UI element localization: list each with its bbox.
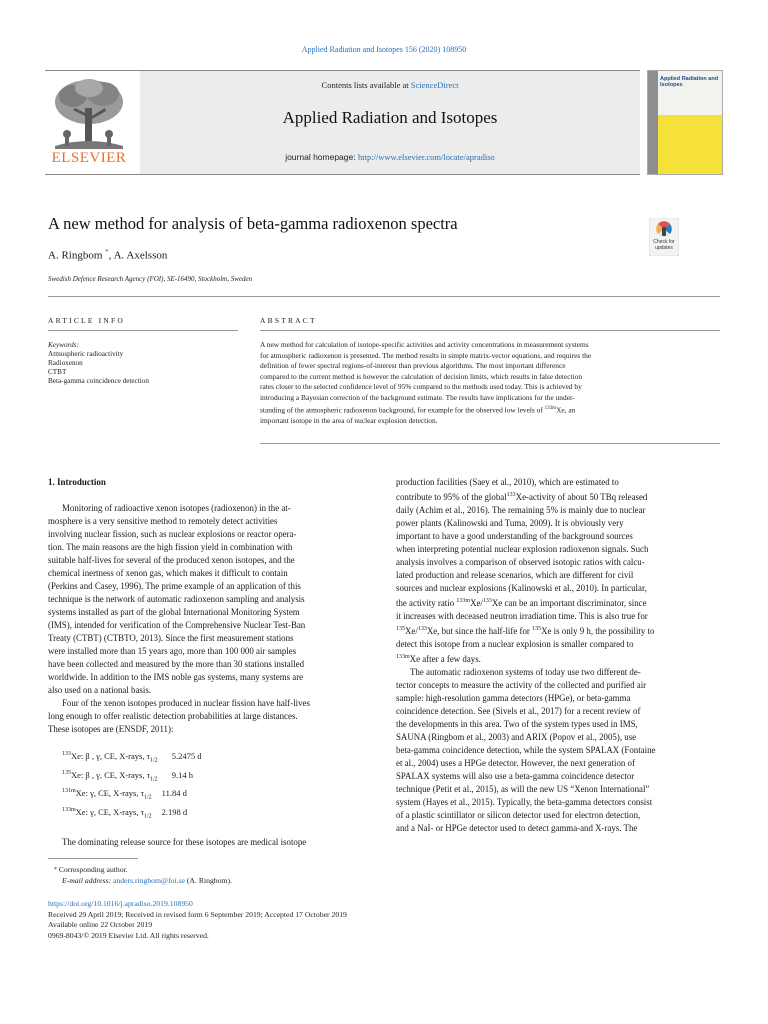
paragraph: Monitoring of radioactive xenon isotopes (radioxenon) in the at- mosphere is a very sensitive method to remotely detect activities involving nuclear fission, such as nuclear explosions or reactor opera- tion. The main reasons are the high fission yield in combination with suitable half-lives for several of the produced xenon isotopes, and the chemical inertness of xenon gas, which makes it difficult to contain (Perkins and Casey, 1996). The prime example of an application of this technique is the network of automatic radioxenon sampling and analysis systems installed as part of the global International Monitoring System (IMS), intended for verification of the Comprehensive Nuclear Test-Ban Treaty (CTBT) (CTBTO, 2013). Since the first measurement stations were installed more than 15 years ago, more than 100 000 air samples have been collected and measured by the more than 30 stations installed worldwide. In addition to the IMS noble gas systems, many systems are also used on a national basis. [48,503,306,695]
isotope-item: $^{131m}$Xe: γ, CE, X-rays, $\tau_{1/2}$ 11.84 d [62,787,187,801]
paragraph: The dominating release source for these isotopes are medical isotope [62,837,307,848]
journal-title: Applied Radiation and Isotopes [282,108,498,127]
article-title: A new method for analysis of beta-gamma radioxenon spectra [48,214,458,233]
author-list: A. Ringbom *, A. Axelsson [48,248,168,262]
keywords-label: Keywords: [48,341,79,349]
isotope-item: $^{133m}$Xe: γ, CE, X-rays, $\tau_{1/2}$ 2.198 d [62,806,188,820]
abstract-bottom-rule [260,443,720,444]
cover-side-bar [648,71,658,175]
footnote-rule [48,858,138,859]
section-divider [48,296,720,297]
paragraph: Four of the xenon isotopes produced in nuclear fission have half-lives long enough to offer realistic detection probabilities at large distances. These isotopes are (ENSDF, 2011): [48,698,310,734]
keyword-item: Atmospheric radioactivity [48,350,124,358]
keywords-block [48,341,149,386]
abstract-body: A new method for calculation of isotope-specific activities and activity concentrations in measurement systems for atmospheric radioxenon is presented. The method results in simple matrix-vector equations, and requires the definition of fewer spectral regions-of-interest than previous algorithms. The most important difference compared to the current method is however the calculation of decision limits, which results in false detection rates closer to the selected confidence level of 95% compared to the methods used today. This is achieved by introducing a Bayesian correction of the background estimate. The results have implications for the under- standing of the atmospheric radioxenon background, for example for the observed low levels of $^{133m}$Xe, an important isotope in the area of nuclear explosion detection. [260,340,592,425]
cover-title: Applied Radiation and Isotopes [660,76,719,88]
abstract-rule [260,330,720,331]
affiliation: Swedish Defence Research Agency (FOI), SE-16490, Stockholm, Sweden [48,275,253,283]
journal-citation-link[interactable]: Applied Radiation and Isotopes 156 (2020) 108950 [301,45,467,54]
article-info-heading: ARTICLE INFO [48,316,125,325]
journal-homepage-line: journal homepage: http://www.elsevier.com/locate/apradiso [285,152,495,162]
author-name[interactable]: A. Axelsson [113,249,168,262]
copyright: 0969-8043/© 2019 Elsevier Ltd. All rights reserved. [48,930,209,940]
sciencedirect-link[interactable]: ScienceDirect [410,80,459,90]
abstract-heading: ABSTRACT [260,316,317,325]
corresponding-author-note: Corresponding author. [58,865,128,874]
contents-line: Contents lists available at ScienceDirect [321,80,459,90]
received-dates: Received 29 April 2019; Received in revised form 6 September 2019; Accepted 17 October 2019 [48,909,347,919]
keyword-item: CTBT [48,368,67,376]
isotope-list [62,748,373,822]
crossmark-label: Check for updates [653,239,675,251]
journal-cover-thumbnail[interactable] [647,70,723,175]
publication-history [48,899,720,941]
section-heading: 1. Introduction [48,477,106,487]
available-online: Available online 22 October 2019 [48,920,153,929]
footnotes: * Corresponding author. E-mail address: anders.ringbom@foi.se (A. Ringbom). [54,865,232,885]
article-info-rule [48,330,238,331]
isotope-item: $^{135}$Xe: β , γ, CE, X-rays, $\tau_{1/2}$ 9.14 h [62,769,193,783]
publisher-wordmark: ELSEVIER [51,150,127,166]
right-column: production facilities (Saey et al., 2010), which are estimated to contribute to 95% of the global$^{133}$Xe-activity of about 50 TBq released daily (Achim et al., 2016). The remaining 5% is mainly due to nuclear power plants (Kalinowski and Tuma, 2009). It is obviously very important to have a good understanding of the background sources when interpreting potential nuclear explosion radioxenon signals. Such analysis involves a comparison of observed isotopic ratios with calcu- lated production and release scenarios, which are different for civil sources and nuclear explosions (Kalinowski et al., 2010). In particular, the activity ratio $^{133m}$Xe/$^{133}$Xe can be an important discriminator, since it increases with deceased neutron irradiation time. This is also true for $^{135}$Xe/$^{133}$Xe, but since the half-life for $^{135}$Xe is only 9 h, the possibility to detect this isotope from a nuclear explosion is smaller compared to $^{133m}$Xe after a few days. The automatic radioxenon systems of today use two different de- tector concepts to measure the activity of the collected and purified air sample: high-resolution gamma detectors (HPGe), or beta-gamma coincidence detection. See (Sivels et al., 2017) for a recent review of the developments in this area. Two of the system types used in IMS, SAUNA (Ringbom et al., 2003) and ARIX (Popov et al., 2005), use beta-gamma coincidence detection, while the system SPALAX (Fontaine et al., 2004) uses a HPGe detector. However, the next generation of SPALAX systems will also use a beta-gamma coincidence detector technique (Petit et al., 2015), as will the new US “Xenon International” system (Hayes et al., 2015). Typically, the beta-gamma detectors consist of a plastic scintillator or silicon detector used for electron detection, and a NaI- or HPGe detector used to detect gamma-and X-rays. The [396,476,720,835]
author-name[interactable]: A. Ringbom [48,249,103,262]
paragraph: The automatic radioxenon systems of today use two different de- tector concepts to measure the activity of the collected and purified air sample: high-resolution gamma detectors (HPGe), or beta-gamma coincidence detection. See (Sivels et al., 2017) for a recent review of the developments in this area. Two of the system types used in IMS, SAUNA (Ringbom et al., 2003) and ARIX (Popov et al., 2005), use beta-gamma coincidence detection, while the system SPALAX (Fontaine et al., 2004) uses a HPGe detector. However, the next generation of SPALAX systems will also use a beta-gamma coincidence detector technique (Petit et al., 2015), as will the new US “Xenon International” system (Hayes et al., 2015). Typically, the beta-gamma detectors consist of a plastic scintillator or silicon detector used for electron detection, and a NaI- or HPGe detector used to detect gamma-and X-rays. The [396,666,656,833]
keyword-item: Beta-gamma coincidence detection [48,377,149,385]
homepage-link[interactable]: http://www.elsevier.com/locate/apradiso [357,152,495,162]
email-link[interactable]: anders.ringbom@foi.se [112,875,185,885]
keyword-item: Radioxenon [48,359,83,367]
left-column [48,476,373,849]
corresponding-author-mark[interactable]: * [105,248,109,256]
doi-link[interactable]: https://doi.org/10.1016/j.apradiso.2019.108950 [48,899,193,908]
isotope-item: $^{133}$Xe: β , γ, CE, X-rays, $\tau_{1/2}$ 5.2475 d [62,750,202,764]
